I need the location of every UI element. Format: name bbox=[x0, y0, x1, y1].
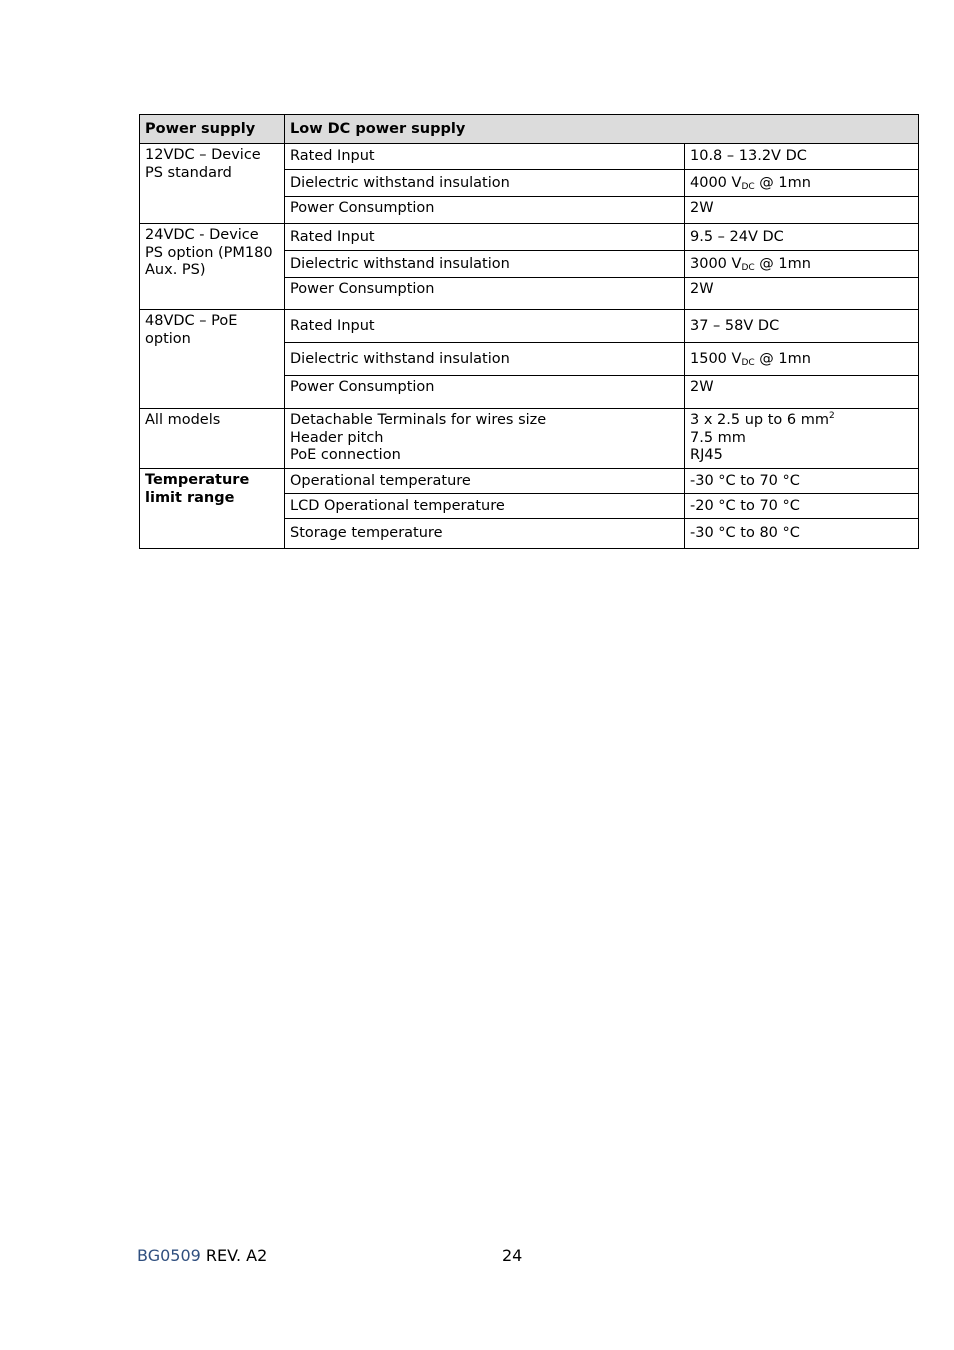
value-line: 7.5 mm bbox=[690, 429, 746, 446]
param-cell: Rated Input bbox=[285, 144, 685, 170]
value-cell: 10.8 – 13.2V DC bbox=[685, 144, 919, 170]
group-label-all-models: All models bbox=[140, 409, 285, 469]
value-cell: 2W bbox=[685, 278, 919, 310]
value-subscript: DC bbox=[741, 357, 755, 368]
value-text: @ 1mn bbox=[754, 350, 811, 367]
group-label-temperature: Temperature limit range bbox=[140, 469, 285, 549]
value-cell: 37 – 58V DC bbox=[685, 310, 919, 343]
header-power-supply: Power supply bbox=[140, 115, 285, 144]
table-row bbox=[140, 469, 919, 494]
param-cell: Storage temperature bbox=[285, 519, 685, 549]
table-row bbox=[140, 144, 919, 170]
footer-doc-code: BG0509 bbox=[137, 1246, 201, 1265]
param-cell: Rated Input bbox=[285, 310, 685, 343]
table-row bbox=[140, 409, 919, 469]
param-cell: Rated Input bbox=[285, 224, 685, 251]
param-cell bbox=[285, 409, 685, 469]
value-cell bbox=[685, 170, 919, 197]
value-superscript: 2 bbox=[828, 411, 835, 421]
param-cell: Operational temperature bbox=[285, 469, 685, 494]
value-text: 3000 V bbox=[690, 255, 742, 272]
value-text: 1500 V bbox=[690, 350, 742, 367]
group-label-12vdc: 12VDC – Device PS standard bbox=[140, 144, 285, 224]
value-cell bbox=[685, 409, 919, 469]
footer-document-id bbox=[137, 1246, 267, 1266]
table-header-row bbox=[140, 115, 919, 144]
value-cell bbox=[685, 343, 919, 376]
param-cell: Power Consumption bbox=[285, 197, 685, 224]
param-line: Detachable Terminals for wires size bbox=[290, 412, 547, 428]
value-subscript: DC bbox=[741, 262, 755, 273]
table-row bbox=[140, 310, 919, 343]
value-cell: -30 °C to 70 °C bbox=[685, 469, 919, 494]
group-label-24vdc: 24VDC - Device PS option (PM180 Aux. PS) bbox=[140, 224, 285, 310]
param-cell: Power Consumption bbox=[285, 376, 685, 409]
header-low-dc-power-supply: Low DC power supply bbox=[285, 115, 919, 144]
table-row bbox=[140, 224, 919, 251]
group-label-48vdc: 48VDC – PoE option bbox=[140, 310, 285, 409]
param-cell: Power Consumption bbox=[285, 278, 685, 310]
value-text: @ 1mn bbox=[754, 174, 811, 191]
value-text: 3 x 2.5 up to 6 mm bbox=[690, 412, 829, 428]
value-text: 4000 V bbox=[690, 174, 742, 191]
value-text: @ 1mn bbox=[754, 255, 811, 272]
param-line: Header pitch bbox=[290, 429, 384, 446]
power-supply-spec-table bbox=[139, 114, 919, 549]
footer-page-number: 24 bbox=[502, 1246, 523, 1265]
footer-revision: REV. A2 bbox=[200, 1246, 268, 1265]
value-line bbox=[690, 412, 913, 430]
value-subscript: DC bbox=[741, 181, 755, 192]
param-cell: LCD Operational temperature bbox=[285, 494, 685, 519]
param-line: PoE connection bbox=[290, 447, 401, 463]
value-cell: 2W bbox=[685, 197, 919, 224]
value-cell: -20 °C to 70 °C bbox=[685, 494, 919, 519]
value-cell: 2W bbox=[685, 376, 919, 409]
value-cell: 9.5 – 24V DC bbox=[685, 224, 919, 251]
value-cell: -30 °C to 80 °C bbox=[685, 519, 919, 549]
value-cell bbox=[685, 251, 919, 278]
value-line: RJ45 bbox=[690, 447, 723, 463]
param-cell: Dielectric withstand insulation bbox=[285, 170, 685, 197]
param-cell: Dielectric withstand insulation bbox=[285, 251, 685, 278]
param-cell: Dielectric withstand insulation bbox=[285, 343, 685, 376]
